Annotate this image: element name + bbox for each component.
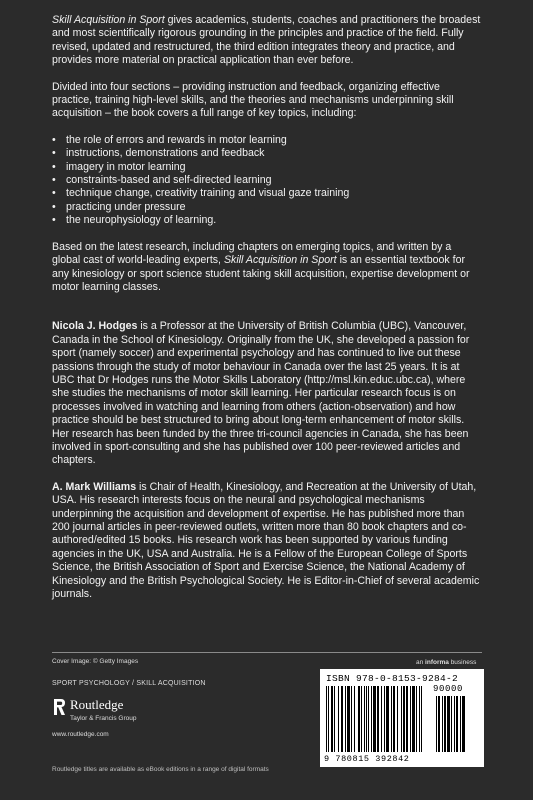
barcode-bar [347, 686, 350, 752]
barcode-bar [334, 686, 335, 752]
routledge-logo-icon [52, 698, 66, 716]
addon-digits: 90000 [433, 684, 464, 694]
barcode-bar [410, 686, 411, 752]
barcode-bar [368, 686, 369, 752]
isbn-barcode [320, 669, 484, 767]
informa-tagline: an informa business [416, 659, 477, 666]
list-item: • imagery in motor learning [52, 161, 482, 174]
barcode-bar [438, 696, 440, 752]
barcode-bar [354, 686, 355, 752]
blurb [52, 14, 482, 614]
ean-barcode-bars [326, 686, 430, 754]
book-title-italic: Skill Acquisition in Sport [52, 14, 165, 26]
barcode-bar [442, 696, 443, 752]
barcode-bar [366, 686, 367, 752]
publisher-website: www.routledge.com [52, 731, 109, 738]
list-item: • practicing under pressure [52, 201, 482, 214]
barcode-bar [331, 686, 333, 752]
barcode-bar [371, 686, 372, 752]
barcode-bar [351, 686, 352, 752]
addon-barcode-bars [436, 696, 476, 754]
barcode-bar [341, 686, 343, 752]
author-bio-hodges: Nicola J. Hodges is a Professor at the University of British Columbia (UBC), Vancouver, Canada in the School of Kinesiology. Originally from the UK, she developed a passion for sport (namely soccer) and experimental psychology and has continued to live out these passions through the study of motor behaviour in Canada over the last 25 years. It is at UBC that Dr Hodges runs the Motor Skills Laboratory (http://msl.kin.educ.ubc.ca), where she studies the mechanisms of motor skill learning. Her particular research focus is on processes involved in watching and learning from others (action-observation) and how practice should be best structured to bring about long-term enhancement of motor skills. Her research has been funded by the three tri-council agencies in Canada, she has been involved in sport-consulting and she has published over 100 peer-reviewed articles and chapters. [52, 320, 470, 467]
list-item: • the role of errors and rewards in motor learning [52, 134, 482, 147]
sections-paragraph: Divided into four sections – providing instruction and feedback, organizing effective practice, training high-level skills, and the theories and mechanisms underpinning skill acquisition – the book covers a full range of key topics, including: [52, 80, 454, 120]
barcode-bar [462, 696, 465, 752]
barcode-bar [386, 686, 389, 752]
publisher-group: Taylor & Francis Group [70, 715, 137, 722]
barcode-bar [451, 696, 452, 752]
topics-list [52, 134, 482, 228]
footer-divider [52, 652, 482, 653]
ean-digits: 9 780815 392842 [324, 754, 410, 764]
barcode-bar [460, 696, 461, 752]
barcode-bar [361, 686, 362, 752]
book-title-italic: Skill Acquisition in Sport [223, 254, 337, 267]
barcode-bar [381, 686, 382, 752]
list-item: • instructions, demonstrations and feedback [52, 147, 482, 160]
barcode-bar [412, 686, 415, 752]
barcode-bar [436, 696, 437, 752]
barcode-bar [406, 686, 408, 752]
list-item: • the neurophysiology of learning. [52, 214, 482, 227]
barcode-bar [444, 696, 446, 752]
barcode-bar [358, 686, 360, 752]
barcode-bar [338, 686, 339, 752]
barcode-bar [397, 686, 398, 752]
ebook-note: Routledge titles are available as eBook editions in a range of digital formats [52, 766, 269, 773]
summary-paragraph: Based on the latest research, including chapters on emerging topics, and written by a global cast of world-leading experts, Skill Acquisition in Sport is an essential textbook for any kinesiology or sport science student taking skill acquisition, expertise development or motor learning classes. [52, 240, 470, 293]
barcode-bar [456, 696, 458, 752]
barcode-bar [326, 686, 327, 752]
barcode-bar [364, 686, 365, 752]
isbn-text: ISBN 978-0-8153-9284-2 [326, 673, 459, 684]
author-bio-williams: A. Mark Williams is Chair of Health, Kinesiology, and Recreation at the University of Utah, USA. His research interests focus on the neural and psychological mechanisms underpinning the acquisition and development of expertise. He has published more than 200 journal articles in peer-reviewed outlets, written more than 80 book chapters and co-authored/edited 15 books. His research work has been supported by various funding agencies in the UK, USA and Australia. He is a Fellow of the European College of Sports Science, the British Association of Sport and Exercise Science, the National Academy of Kinesiology and the British Psychological Society. He is Editor-in-Chief of several academic journals. [52, 480, 480, 601]
barcode-bar [401, 686, 402, 752]
barcode-bar [373, 686, 376, 752]
publisher-name: Routledge [70, 697, 124, 712]
author-name: A. Mark Williams [52, 480, 137, 493]
barcode-bar [328, 686, 329, 752]
subject-category: SPORT PSYCHOLOGY / SKILL ACQUISITION [52, 680, 206, 687]
cover-credit: Cover Image: © Getty Images [52, 658, 139, 665]
barcode-bar [454, 696, 455, 752]
barcode-bar [419, 686, 420, 752]
barcode-bar [416, 686, 417, 752]
intro-paragraph: Skill Acquisition in Sport gives academics, students, coaches and practitioners the broadest and most scientifically rigorous grounding in the principles and practice of the field. Fully revised, updated and restructured, the third edition integrates theory and practice, and provides more material on practical application than ever before. [52, 14, 481, 67]
barcode-bar [391, 686, 392, 752]
barcode-bar [345, 686, 346, 752]
barcode-bar [377, 686, 379, 752]
barcode-bar [447, 696, 450, 752]
barcode-bar [421, 686, 422, 752]
barcode-bar [384, 686, 385, 752]
list-item: • constraints-based and self-directed learning [52, 174, 482, 187]
barcode-bar [403, 686, 405, 752]
author-name: Nicola J. Hodges [52, 320, 138, 333]
barcode-bar [393, 686, 395, 752]
list-item: • technique change, creativity training and visual gaze training [52, 187, 482, 200]
